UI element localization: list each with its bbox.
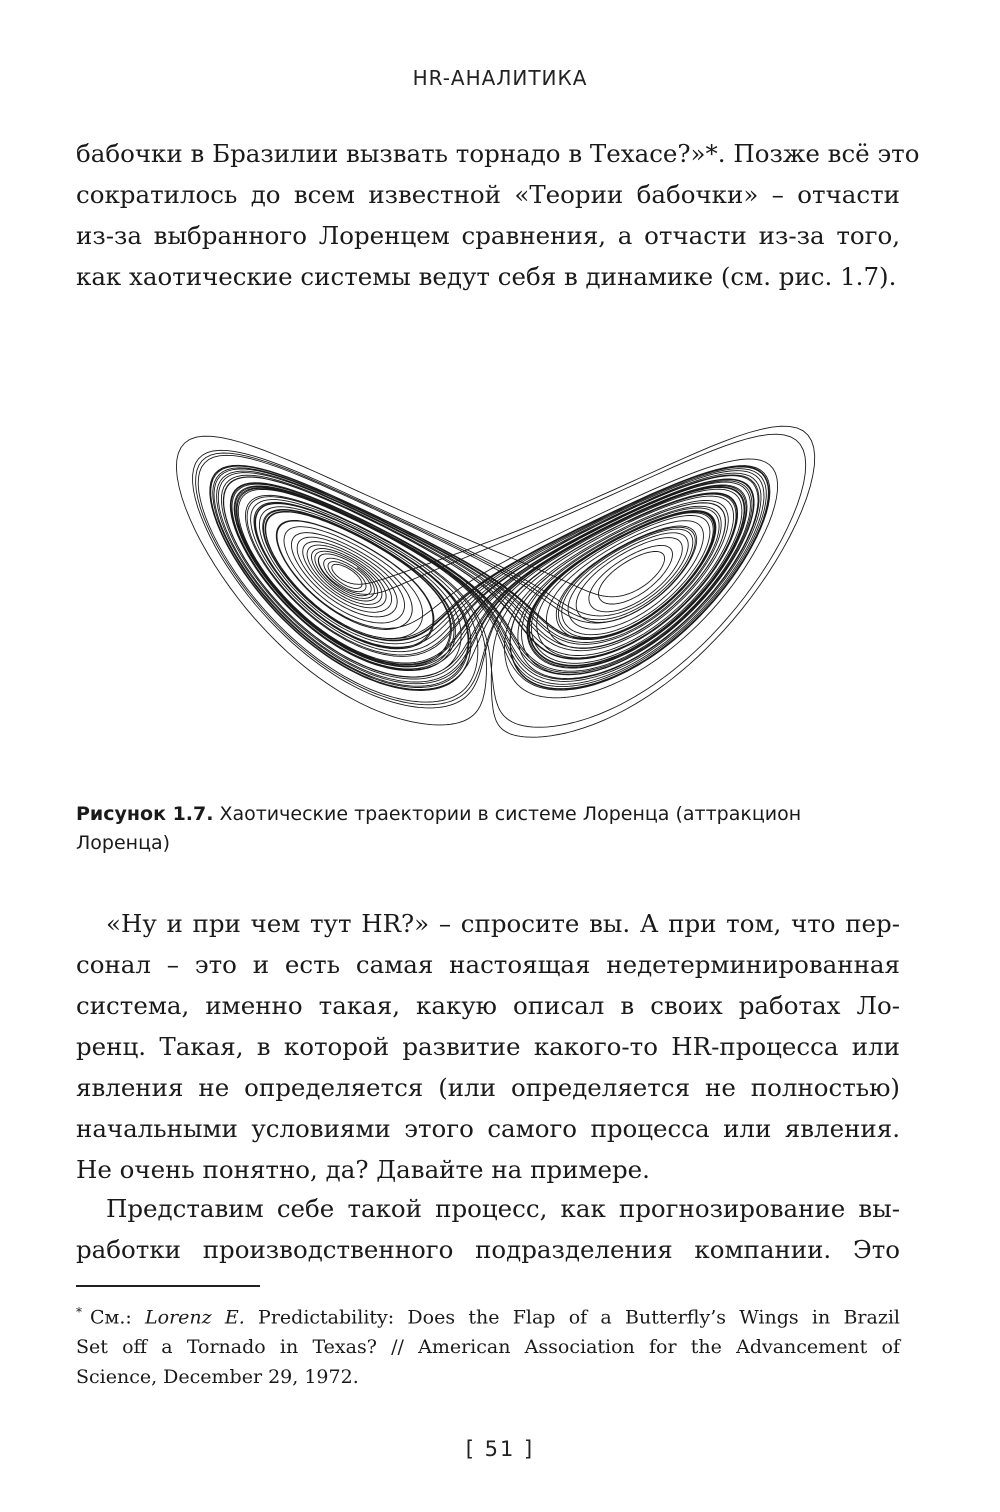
- text-line: начальными условиями этого самого процесса или явления.: [76, 1114, 900, 1143]
- text-line: система, именно такая, какую описал в своих работах Ло-: [76, 991, 900, 1020]
- text-line: работки производственного подразделения компании. Это: [76, 1235, 900, 1264]
- footnote-author: Lorenz E.: [145, 1306, 245, 1329]
- text-line: Не очень понятно, да? Давайте на примере.: [76, 1155, 650, 1184]
- footnote-mark: *: [76, 1305, 82, 1319]
- paragraph-3: [76, 1188, 900, 1270]
- footnote: [76, 1297, 900, 1392]
- attractor-trajectory: [176, 426, 814, 737]
- caption-label: Рисунок 1.7.: [76, 803, 214, 825]
- page-number: [ 51 ]: [465, 1437, 535, 1461]
- footnote-line-1: [76, 1297, 900, 1332]
- paragraph-2: [76, 903, 900, 1190]
- figure-caption: [76, 800, 900, 858]
- paragraph-1: [76, 133, 920, 297]
- footnote-line-2: Set off a Tornado in Texas? // American Association for the Advancement of: [76, 1336, 900, 1359]
- running-head: HR-АНАЛИТИКА: [412, 66, 588, 90]
- text-line: как хаотические системы ведут себя в динамике (см. рис. 1.7).: [76, 262, 897, 291]
- caption-text-line2: Лоренца): [76, 832, 171, 854]
- lorenz-attractor-figure: [100, 370, 880, 780]
- footnote-title: Predictability: Does the Flap of a Butterfly’s Wings in Brazil: [244, 1306, 901, 1329]
- footnote-prefix: См.:: [90, 1306, 146, 1329]
- text-line: сократилось до всем известной «Теории бабочки» – отчасти: [76, 180, 900, 209]
- text-line: «Ну и при чем тут HR?» – спросите вы. А при том, что пер-: [106, 909, 900, 938]
- text-line: из-за выбранного Лоренцем сравнения, а отчасти из-за того,: [76, 221, 900, 250]
- text-line: явления не определяется (или определяется не полностью): [76, 1073, 900, 1102]
- text-line: Представим себе такой процесс, как прогнозирование вы-: [106, 1194, 900, 1223]
- caption-text-line1: Хаотические траектории в системе Лоренца (аттракцион: [219, 803, 802, 825]
- footnote-divider: [76, 1285, 260, 1287]
- text-line: бабочки в Бразилии вызвать торнадо в Техасе?»*. Позже всё это: [76, 139, 920, 168]
- footnote-line-3: Science, December 29, 1972.: [76, 1366, 359, 1389]
- lorenz-attractor-drawing: [100, 370, 880, 780]
- text-line: сонал – это и есть самая настоящая недетерминированная: [76, 950, 900, 979]
- text-line: ренц. Такая, в которой развитие какого-то HR-процесса или: [76, 1032, 900, 1061]
